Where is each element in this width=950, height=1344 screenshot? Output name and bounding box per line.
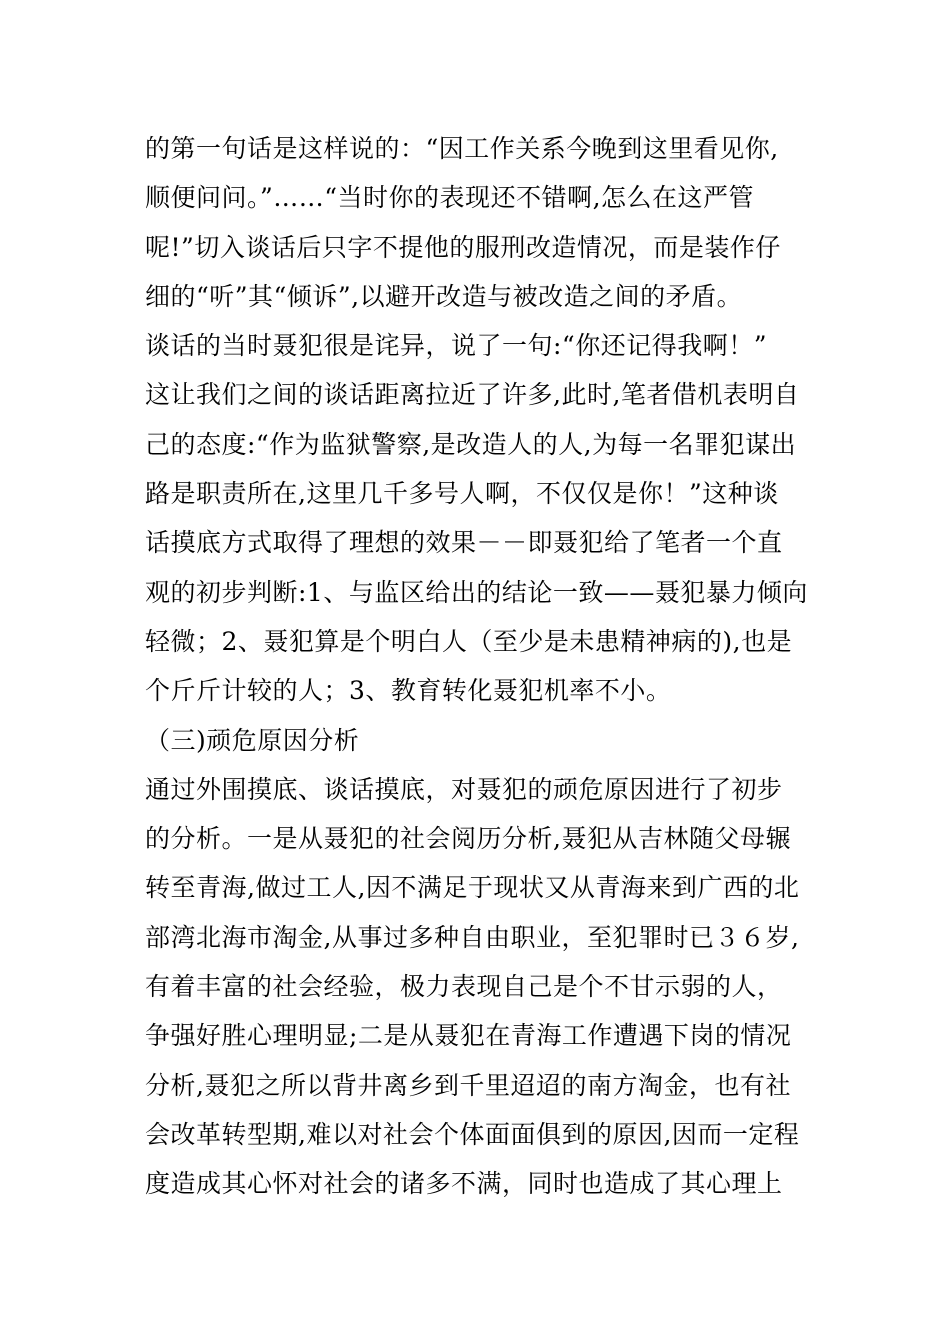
text-line: 度造成其心怀对社会的诸多不满，同时也造成了其心理上 — [145, 1169, 783, 1199]
text-line: 路是职责所在,这里几千多号人啊，不仅仅是你！”这种谈 — [145, 479, 779, 509]
text-line: 个斤斤计较的人；3、教育转化聂犯机率不小。 — [145, 676, 672, 706]
body-text — [145, 124, 825, 1209]
text-line: 细的“听”其“倾诉”,以避开改造与被改造之间的矛盾。 — [145, 281, 743, 311]
text-line: 话摸底方式取得了理想的效果－－即聂犯给了笔者一个直 — [145, 528, 783, 558]
text-line: 部湾北海市淘金,从事过多种自由职业，至犯罪时已３６岁, — [145, 922, 800, 952]
text-line: 争强好胜心理明显;二是从聂犯在青海工作遭遇下岗的情况 — [145, 1021, 792, 1051]
text-line: 顺便问问。”……“当时你的表现还不错啊,怎么在这严管 — [145, 183, 755, 213]
text-line: 通过外围摸底、谈话摸底，对聂犯的顽危原因进行了初步 — [145, 774, 783, 804]
text-line: 的第一句话是这样说的：“因工作关系今晚到这里看见你, — [145, 134, 779, 163]
text-line: 分析,聂犯之所以背井离乡到千里迢迢的南方淘金，也有社 — [145, 1070, 791, 1100]
text-line: 的分析。一是从聂犯的社会阅历分析,聂犯从吉林随父母辗 — [145, 824, 791, 854]
section-heading: （三)顽危原因分析 — [145, 725, 360, 755]
text-line: 己的态度:“作为监狱警察,是改造人的人,为每一名罪犯谋出 — [145, 429, 797, 459]
text-line: 转至青海,做过工人,因不满足于现状又从青海来到广西的北 — [145, 873, 800, 903]
text-line: 会改革转型期,难以对社会个体面面俱到的原因,因而一定程 — [145, 1119, 800, 1149]
text-line: 这让我们之间的谈话距离拉近了许多,此时,笔者借机表明自 — [145, 380, 800, 410]
text-line: 呢!”切入谈话后只字不提他的服刑改造情况，而是装作仔 — [145, 232, 781, 262]
text-line: 有着丰富的社会经验，极力表现自己是个不甘示弱的人， — [145, 972, 783, 1002]
text-line: 谈话的当时聂犯很是诧异，说了一句:“你还记得我啊！” — [145, 331, 767, 361]
text-line: 轻微；2、聂犯算是个明白人（至少是未患精神病的),也是 — [145, 626, 793, 656]
text-line: 观的初步判断:1、与监区给出的结论一致——聂犯暴力倾向 — [145, 577, 808, 607]
